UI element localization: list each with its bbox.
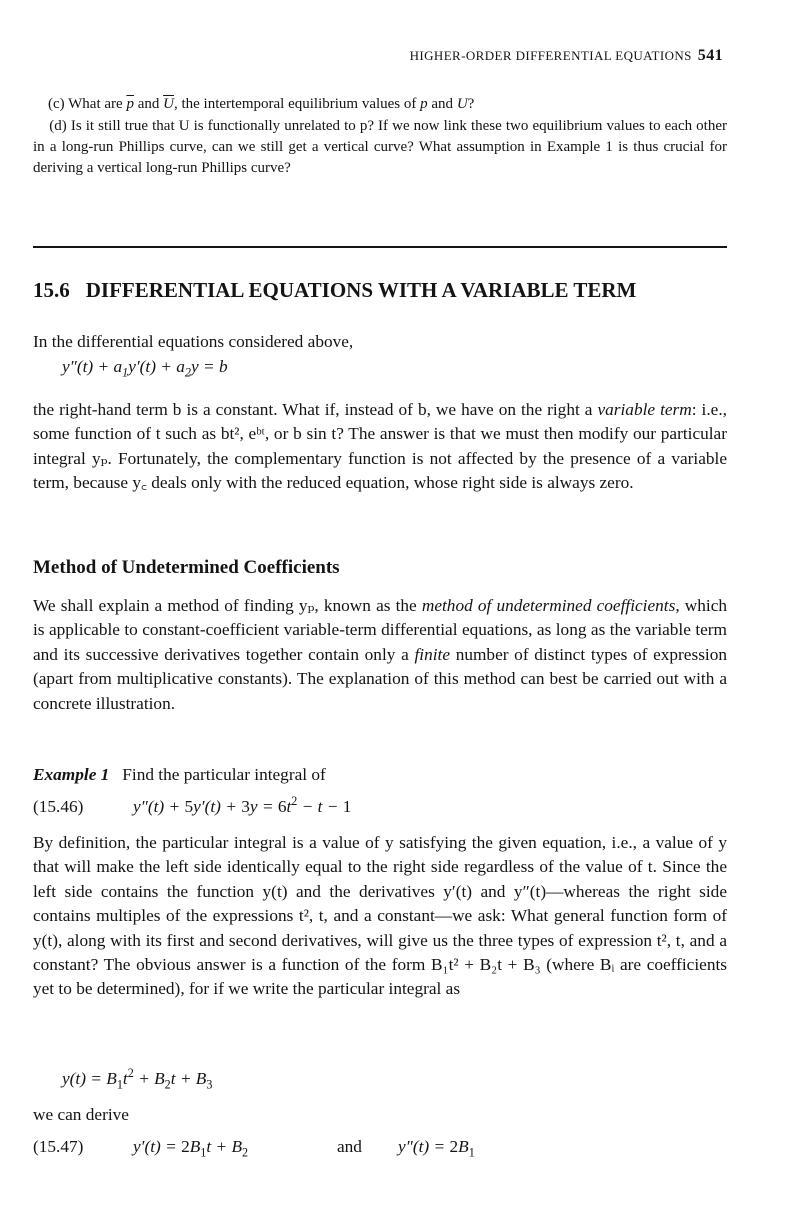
page-number: 541 (697, 47, 723, 64)
method-emphasis: finite (414, 644, 450, 664)
example-heading (33, 763, 727, 787)
exercise-d-text: Is it still true that U is functionally unrelated to p? If we now link these two equilibrium values to each other in a long-run Phillips curve, can we still get a vertical curve? What assumption in Example 1 is thus crucial for deriving a vertical long-run Phillips curve? (33, 118, 727, 176)
subsection-title: Method of Undetermined Coefficients (33, 557, 340, 578)
equation-number: (15.46) (33, 797, 84, 816)
exercise-d (33, 116, 727, 179)
exercise-c-text: , the intertemporal equilibrium values of (173, 96, 417, 112)
equation-general: $y''(t) + a_1y'(t) + a_2y = b$ (62, 357, 228, 380)
equation-15-46: $y''(t) + 5y'(t) + 3y = 6t^2 - t - 1$ (133, 794, 352, 816)
method-text: number of distinct types of expression (apart from multiplicative constants). The explanation of this method can best be carried out with a concrete illustration. (33, 644, 728, 713)
example-body: By definition, the particular integral is a value of y satisfying the given equation, i.e., a value of y that will make the left side identically equal to the right side regardless of the value of t. Since the left side contains the function y(t) and the derivatives y′(t) and y″(t)—whereas the right side contains multiples of the expressions t², t, and a constant—we ask: What general function form of y(t), along with its first and second derivatives, will give us the three types of expression t², t, and a constant? The obvious answer is a function of the form B₁t² + B₂t + B₃ (where Bᵢ are coefficients yet to be determined), for if we write the particular integral as (33, 833, 727, 999)
exercise-c: (c) What are $\overline{p}$ and $\overline{U}$, the intertemporal equilibrium values of p and U? (48, 96, 475, 112)
intro-paragraph (33, 398, 727, 496)
method-text: , which is applicable to constant-coefficient variable-term differential equations, as long as the variable term and its successive derivatives together contain only a (33, 596, 728, 664)
exercise-c-text: ? (467, 96, 475, 112)
derive-text: we can derive (33, 1105, 129, 1124)
equation-15-47-second: $y''(t) = 2B_1$ (398, 1137, 475, 1160)
exercise-c-text: and (431, 96, 454, 112)
example-label: Example 1 (33, 765, 110, 784)
intro-lead: In the differential equations considered above, (33, 332, 354, 351)
section-title (33, 278, 636, 303)
exercise-c-text: What are (68, 96, 123, 112)
exercise-c-text: and (137, 96, 160, 112)
method-paragraph (33, 594, 727, 716)
section-number: 15.6 (33, 278, 70, 302)
exercise-d-label: (d) (49, 118, 67, 134)
equation-trial-solution: $y(t) = B_1t^2 + B_2t + B_3$ (62, 1066, 213, 1092)
intro-text: the right-hand term b is a constant. What if, instead of b, we have on the right a (33, 400, 593, 419)
intro-emphasis: variable term (597, 400, 692, 419)
section-divider (33, 246, 727, 248)
equation-connector: and (337, 1137, 362, 1156)
equation-number: (15.47) (33, 1137, 84, 1156)
method-emphasis: method of undetermined coefficients (421, 596, 676, 615)
method-text: We shall explain a method of finding yₚ, known as the (33, 596, 417, 615)
intro-text: : i.e., some function of t such as bt², eᵇᵗ, or b sin t? The answer is that we must then modify our particular integral yₚ. Fortunately, the complementary function is not affected by the presence of a variable term, because y꜀ deals only with the reduced equation, whose right side is always zero. (33, 400, 727, 493)
section-title-text: DIFFERENTIAL EQUATIONS WITH A VARIABLE TERM (85, 278, 637, 302)
exercise-c-label: (c) (48, 96, 65, 112)
equation-15-47-first: $y'(t) = 2B_1t + B_2$ (133, 1137, 249, 1160)
running-title: HIGHER-ORDER DIFFERENTIAL EQUATIONS (409, 48, 692, 63)
example-lead: Find the particular integral of (122, 765, 326, 784)
running-head (410, 47, 723, 65)
